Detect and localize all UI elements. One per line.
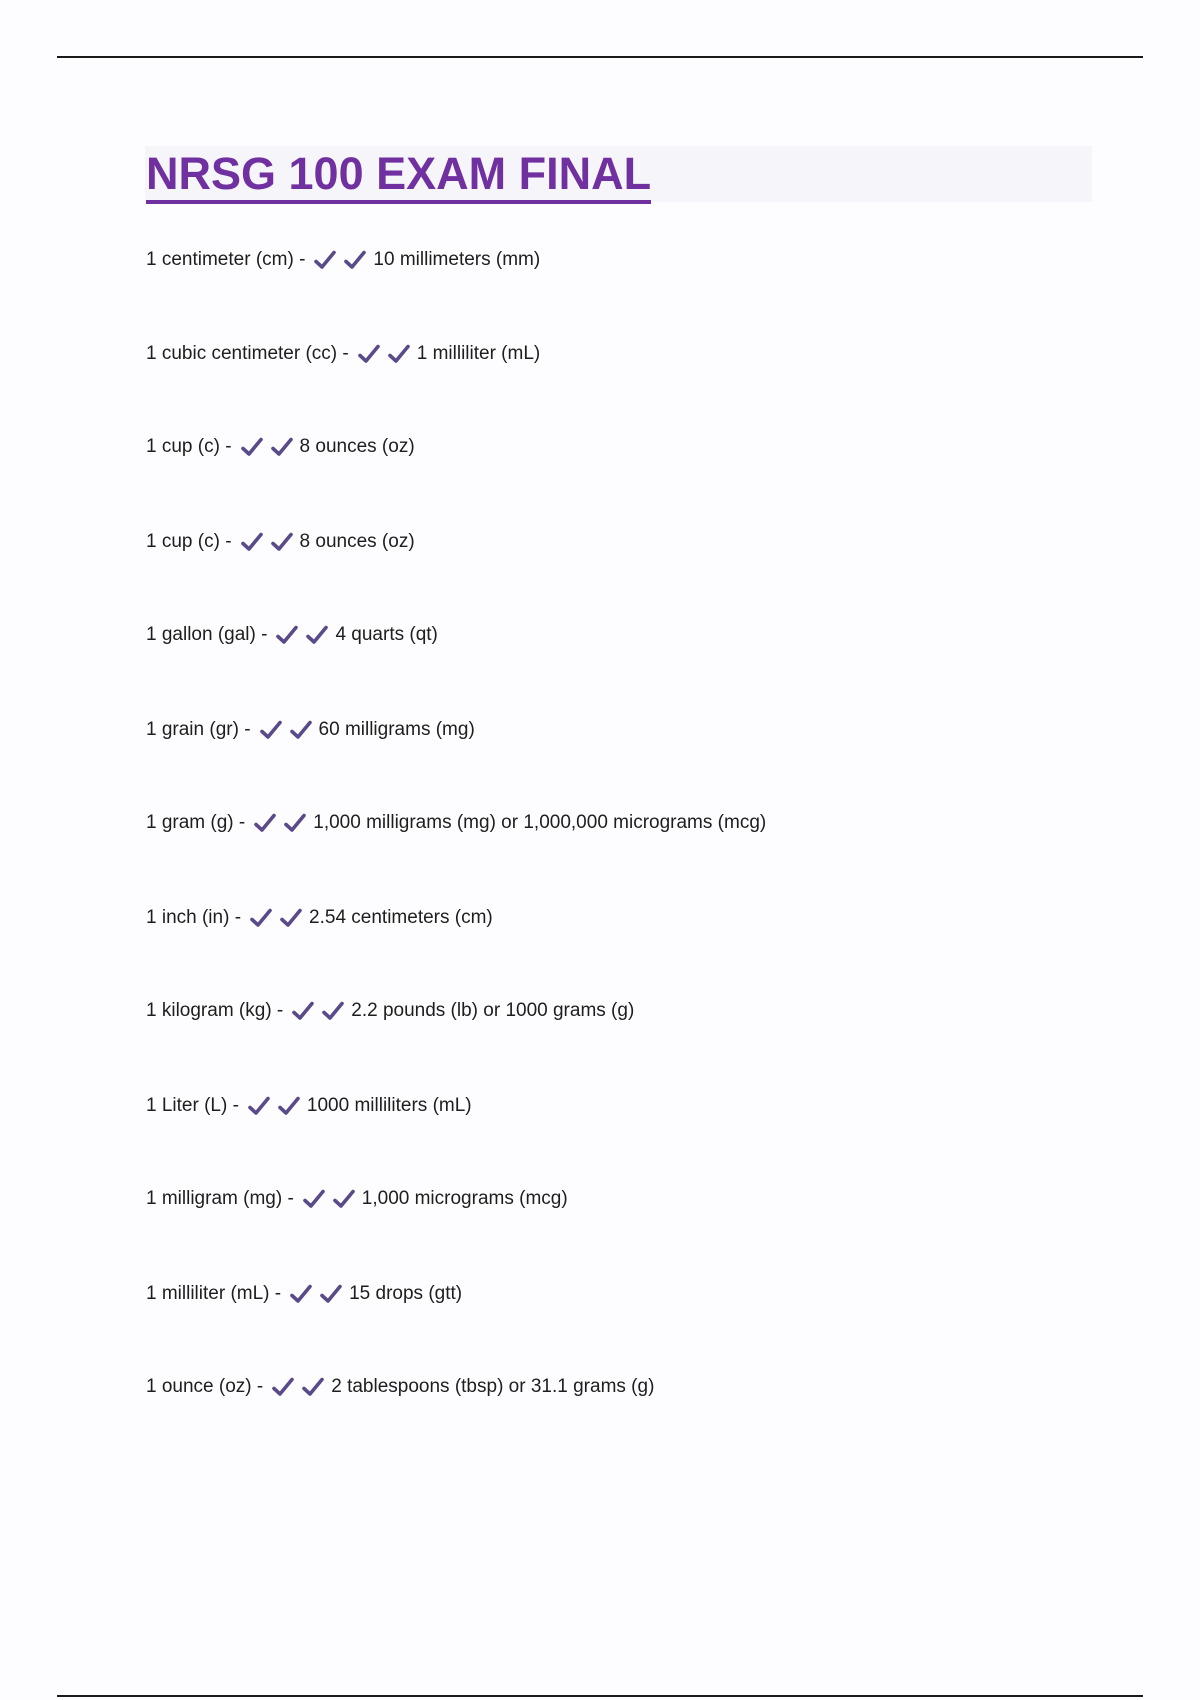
entry-term: 1 Liter (L) - xyxy=(146,1095,239,1116)
entry-definition: 2.2 pounds (lb) or 1000 grams (g) xyxy=(351,1000,635,1021)
entry-term: 1 kilogram (kg) - xyxy=(146,1000,284,1021)
document-title: NRSG 100 EXAM FINAL xyxy=(146,148,651,204)
check-mark-icon xyxy=(321,999,345,1023)
check-mark-icon xyxy=(343,248,367,272)
check-mark-icon xyxy=(271,1375,295,1399)
entry-term: 1 cubic centimeter (cc) - xyxy=(146,343,349,364)
entry-term: 1 cup (c) - xyxy=(146,531,232,552)
check-mark-icon xyxy=(302,1187,326,1211)
double-check-icon xyxy=(289,1282,349,1306)
double-check-icon xyxy=(291,999,351,1023)
list-item xyxy=(146,1186,568,1212)
check-mark-icon xyxy=(253,811,277,835)
entry-definition: 60 milligrams (mg) xyxy=(318,719,475,740)
check-mark-icon xyxy=(313,248,337,272)
double-check-icon xyxy=(249,906,309,930)
check-mark-icon xyxy=(247,1094,271,1118)
entry-definition: 1 milliliter (mL) xyxy=(416,343,541,364)
entry-definition: 10 millimeters (mm) xyxy=(373,249,541,270)
list-item xyxy=(146,434,415,460)
entry-definition: 1000 milliliters (mL) xyxy=(306,1095,472,1116)
list-item xyxy=(146,247,540,273)
check-mark-icon xyxy=(332,1187,356,1211)
check-mark-icon xyxy=(270,530,294,554)
check-mark-icon xyxy=(283,811,307,835)
entry-term: 1 gallon (gal) - xyxy=(146,624,268,645)
double-check-icon xyxy=(275,623,335,647)
list-item xyxy=(146,717,475,743)
double-check-icon xyxy=(302,1187,362,1211)
list-item xyxy=(146,1281,462,1307)
entry-term: 1 centimeter (cm) - xyxy=(146,249,306,270)
entry-term: 1 cup (c) - xyxy=(146,436,232,457)
header-rule xyxy=(57,56,1143,58)
entry-definition: 2 tablespoons (tbsp) or 31.1 grams (g) xyxy=(331,1376,655,1397)
entry-definition: 8 ounces (oz) xyxy=(299,531,415,552)
list-item xyxy=(146,810,766,836)
list-item xyxy=(146,341,540,367)
entry-term: 1 inch (in) - xyxy=(146,907,242,928)
double-check-icon xyxy=(271,1375,331,1399)
entry-term: 1 ounce (oz) - xyxy=(146,1376,264,1397)
entry-definition: 2.54 centimeters (cm) xyxy=(309,907,493,928)
entry-term: 1 grain (gr) - xyxy=(146,719,251,740)
check-mark-icon xyxy=(305,623,329,647)
check-mark-icon xyxy=(249,906,273,930)
double-check-icon xyxy=(313,248,373,272)
entry-term: 1 milligram (mg) - xyxy=(146,1188,294,1209)
entry-definition: 8 ounces (oz) xyxy=(299,436,415,457)
check-mark-icon xyxy=(279,906,303,930)
check-mark-icon xyxy=(289,718,313,742)
check-mark-icon xyxy=(240,530,264,554)
check-mark-icon xyxy=(275,623,299,647)
check-mark-icon xyxy=(240,435,264,459)
list-item xyxy=(146,1374,654,1400)
check-mark-icon xyxy=(357,342,381,366)
double-check-icon xyxy=(240,530,300,554)
check-mark-icon xyxy=(319,1282,343,1306)
double-check-icon xyxy=(247,1094,307,1118)
entry-definition: 4 quarts (qt) xyxy=(335,624,438,645)
list-item xyxy=(146,998,634,1024)
check-mark-icon xyxy=(277,1094,301,1118)
check-mark-icon xyxy=(270,435,294,459)
footer-rule xyxy=(57,1695,1143,1697)
entry-term: 1 milliliter (mL) - xyxy=(146,1283,282,1304)
list-item xyxy=(146,1093,472,1119)
check-mark-icon xyxy=(301,1375,325,1399)
double-check-icon xyxy=(259,718,319,742)
list-item xyxy=(146,622,438,648)
check-mark-icon xyxy=(289,1282,313,1306)
check-mark-icon xyxy=(387,342,411,366)
entry-definition: 15 drops (gtt) xyxy=(349,1283,463,1304)
entry-definition: 1,000 micrograms (mcg) xyxy=(361,1188,568,1209)
entry-term: 1 gram (g) - xyxy=(146,812,246,833)
check-mark-icon xyxy=(291,999,315,1023)
entry-definition: 1,000 milligrams (mg) or 1,000,000 micrograms (mcg) xyxy=(313,812,767,833)
double-check-icon xyxy=(240,435,300,459)
list-item xyxy=(146,905,493,931)
double-check-icon xyxy=(253,811,313,835)
check-mark-icon xyxy=(259,718,283,742)
list-item xyxy=(146,529,415,555)
double-check-icon xyxy=(357,342,417,366)
